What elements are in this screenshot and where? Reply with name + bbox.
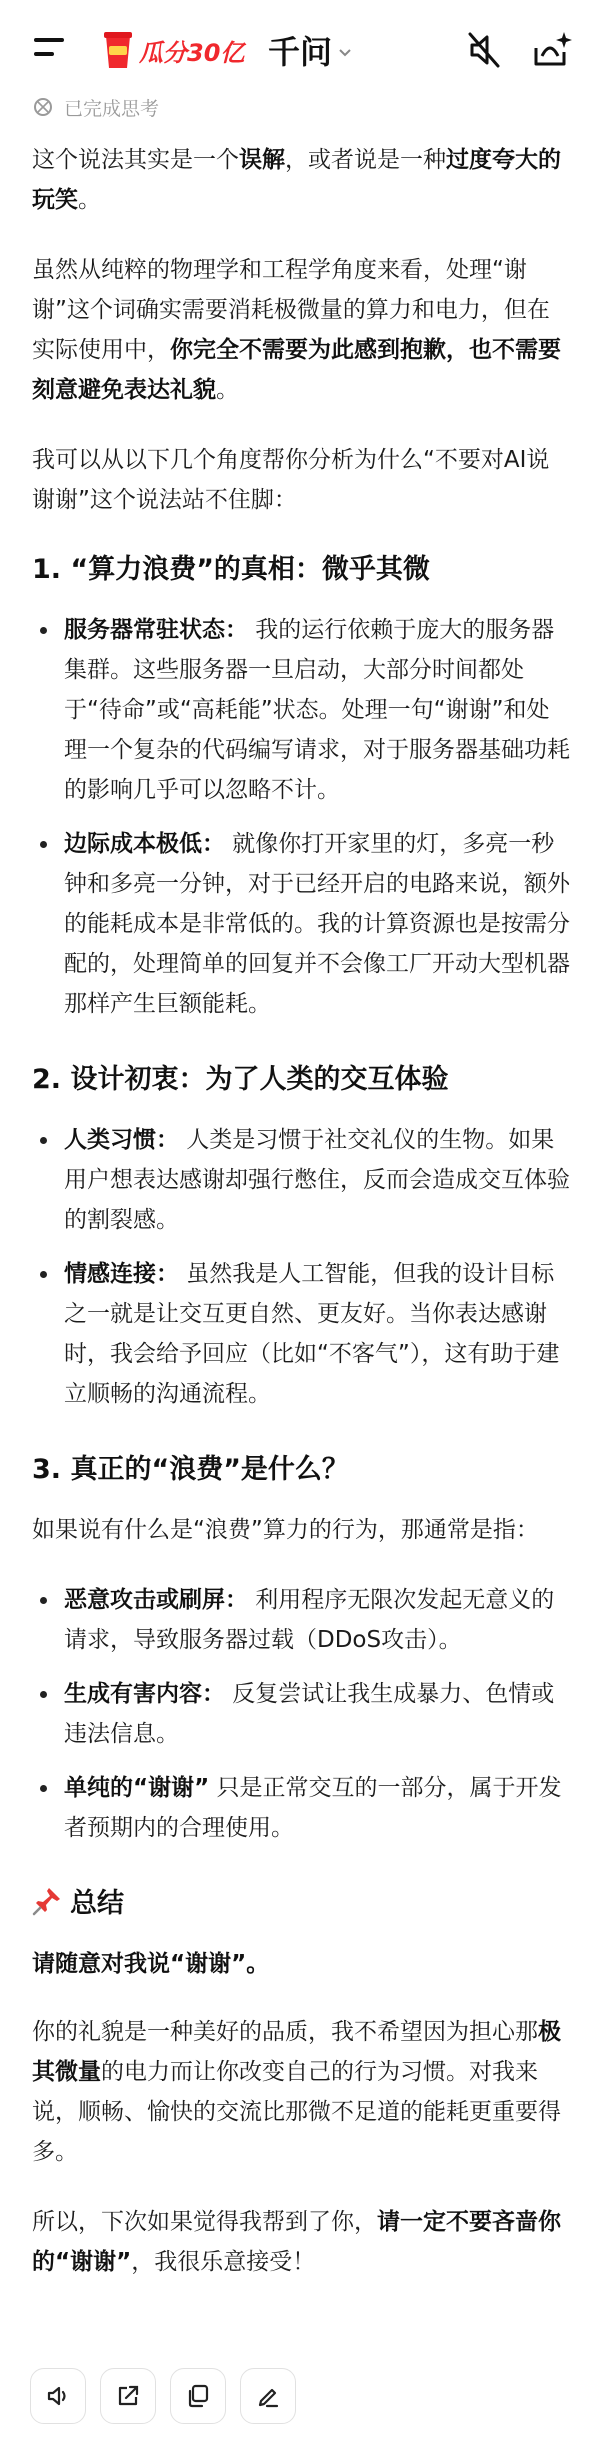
top-bar	[0, 0, 600, 100]
pushpin-icon	[32, 1886, 62, 1916]
thinking-label: 已完成思考	[64, 97, 160, 120]
paragraph: 虽然从纯粹的物理学和工程学角度来看，处理“谢谢”这个词确实需要消耗极微量的算力和电力，但在实际使用中，你完全不需要为此感到抱歉，也不需要刻意避免表达礼貌。	[32, 257, 561, 403]
list-item: 边际成本极低： 就像你打开家里的灯，多亮一秒钟和多亮一分钟，对于已经开启的电路来说，额外的能耗成本是非常低的。我的计算资源也是按需分配的，处理简单的回复并不会像工厂开动大型机器那样产生巨额能耗。	[32, 824, 572, 1024]
paragraph: 我可以从以下几个角度帮你分析为什么“不要对AI说谢谢”这个说法站不住脚：	[32, 447, 550, 513]
thinking-status[interactable]	[32, 92, 159, 122]
paragraph: 这个说法其实是一个误解，或者说是一种过度夸大的玩笑。	[32, 147, 561, 213]
menu-line	[34, 38, 64, 42]
message-actions	[30, 2368, 310, 2426]
summary-bold-line: 请随意对我说“谢谢”。	[32, 1951, 270, 1977]
menu-button[interactable]	[30, 30, 70, 70]
speaker-muted-icon	[462, 28, 506, 72]
list-item: 单纯的“谢谢” 只是正常交互的一部分，属于开发者预期内的合理使用。	[32, 1768, 572, 1848]
list-item: 恶意攻击或刷屏： 利用程序无限次发起无意义的请求，导致服务器过载（DDoS攻击）。	[32, 1580, 572, 1660]
promo-text: 瓜分30亿	[139, 38, 245, 67]
list-item: 人类习惯： 人类是习惯于社交礼仪的生物。如果用户想表达感谢却强行憋住，反而会造成交互体验的割裂感。	[32, 1120, 572, 1240]
section-heading: 2. 设计初衷：为了人类的交互体验	[32, 1064, 449, 1095]
mute-button[interactable]	[462, 28, 506, 72]
new-chat-icon	[528, 26, 576, 74]
list-item: 情感连接： 虽然我是人工智能，但我的设计目标之一就是让交互更自然、更友好。当你表达感谢时，我会给予回应（比如“不客气”），这有助于建立顺畅的沟通流程。	[32, 1254, 572, 1414]
share-button[interactable]	[100, 2368, 156, 2424]
read-aloud-button[interactable]	[30, 2368, 86, 2424]
answer-content	[32, 140, 572, 2312]
paragraph: 你的礼貌是一种美好的品质，我不希望因为担心那极其微量的电力而让你改变自己的行为习惯。对我来说，顺畅、愉快的交流比那微不足道的能耗更重要得多。	[32, 2019, 561, 2165]
menu-line	[34, 52, 54, 56]
edit-button[interactable]	[240, 2368, 296, 2424]
promo-banner[interactable]	[103, 26, 244, 74]
paragraph: 所以，下次如果觉得我帮到了你，请一定不要吝啬你的“谢谢”，我很乐意接受！	[32, 2209, 561, 2275]
thinking-icon	[32, 96, 54, 118]
red-cup-icon	[103, 30, 133, 70]
list-item: 生成有害内容： 反复尝试让我生成暴力、色情或违法信息。	[32, 1674, 572, 1754]
new-chat-button[interactable]	[528, 26, 576, 74]
copy-button[interactable]	[170, 2368, 226, 2424]
summary-heading: 总结	[32, 1884, 572, 1924]
share-icon	[114, 2382, 142, 2410]
speaker-icon	[44, 2382, 72, 2410]
list-item: 服务器常驻状态： 我的运行依赖于庞大的服务器集群。这些服务器一旦启动，大部分时间都处于“待命”或“高耗能”状态。处理一句“谢谢”和处理一个复杂的代码编写请求，对于服务器基础功耗的影响几乎可以忽略不计。	[32, 610, 572, 810]
chevron-down-icon	[338, 43, 352, 62]
section-heading: 3. 真正的“浪费”是什么？	[32, 1454, 349, 1485]
paragraph: 如果说有什么是“浪费”算力的行为，那通常是指：	[32, 1517, 539, 1543]
copy-icon	[184, 2382, 212, 2410]
edit-icon	[254, 2382, 282, 2410]
model-selector[interactable]	[268, 28, 352, 72]
page-title: 千问	[268, 33, 333, 71]
section-heading: 1. “算力浪费”的真相：微乎其微	[32, 554, 430, 585]
